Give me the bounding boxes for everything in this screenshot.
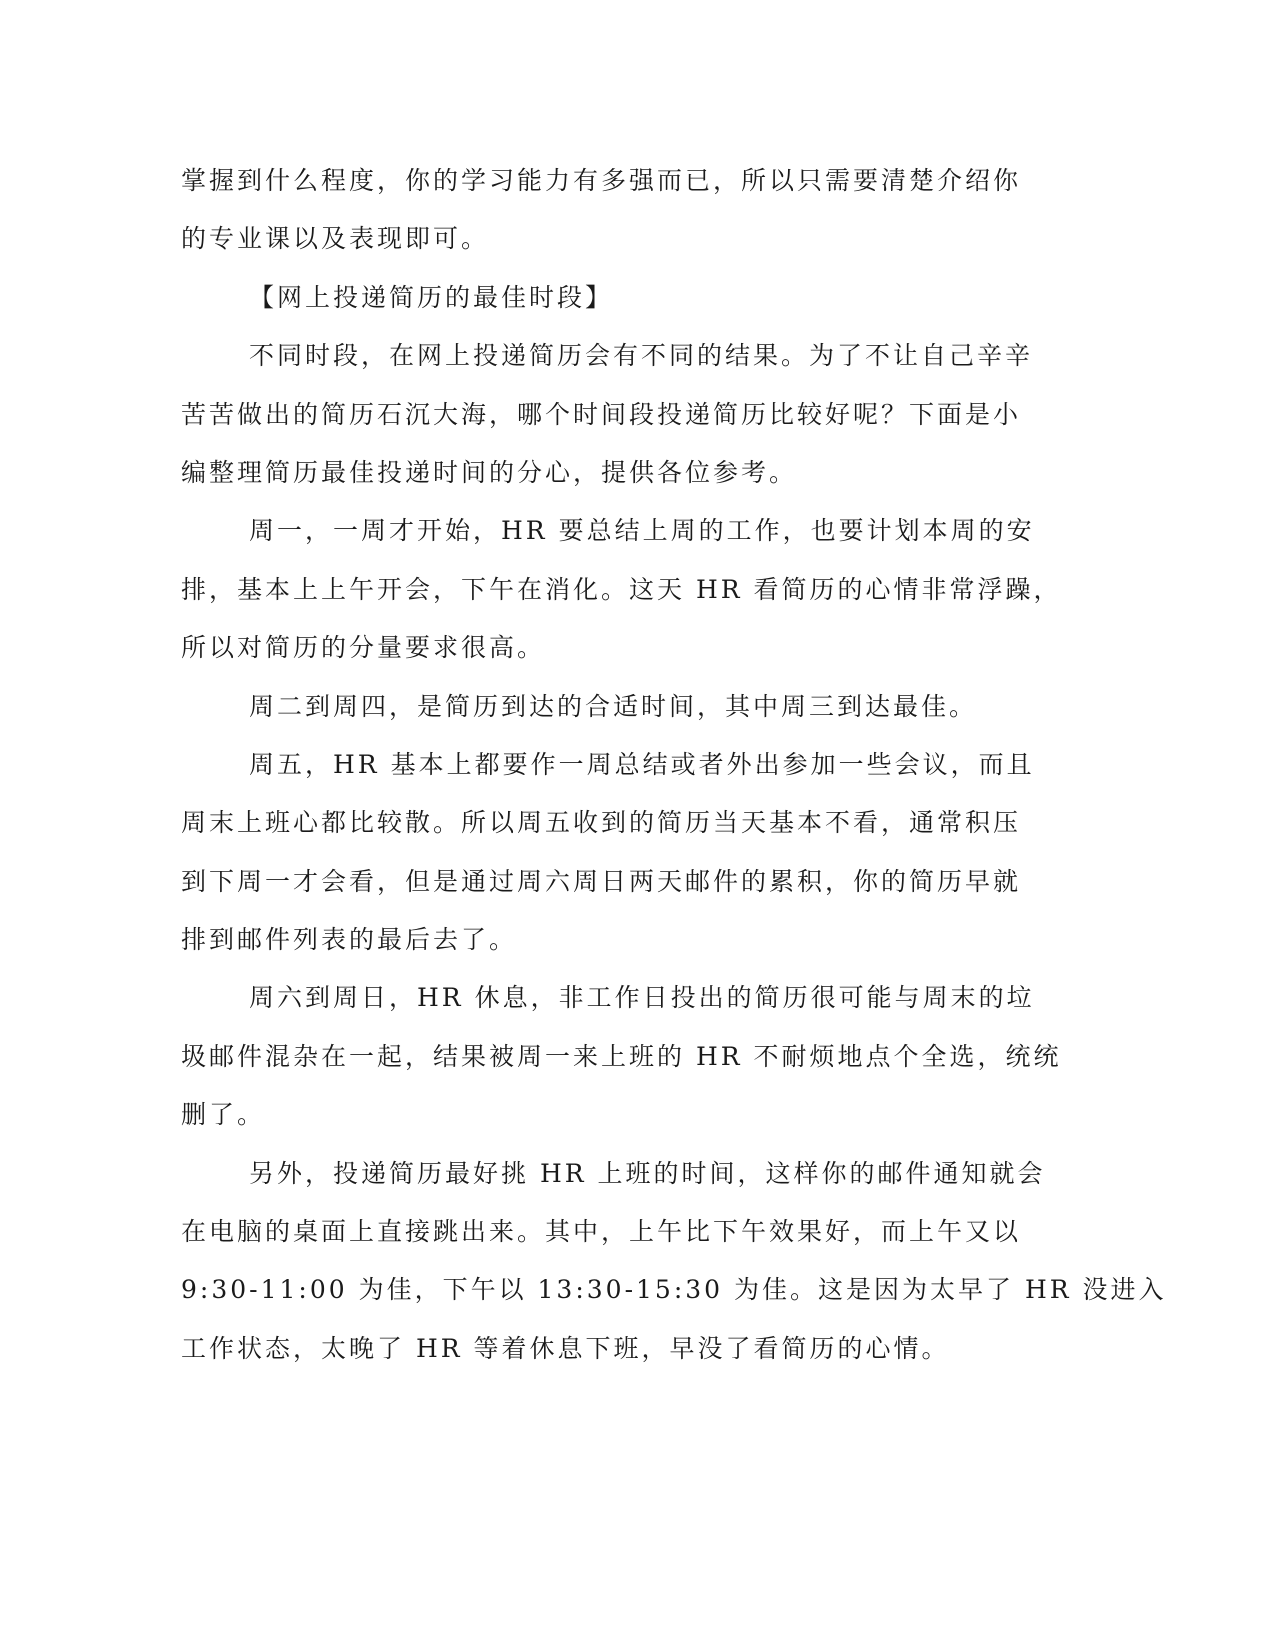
text-line: 周一，一周才开始，HR 要总结上周的工作，也要计划本周的安 <box>249 516 1035 546</box>
text-line: 苦苦做出的简历石沉大海，哪个时间段投递简历比较好呢？下面是小 <box>181 399 1022 429</box>
text-line: 排到邮件列表的最后去了。 <box>181 925 518 955</box>
text-line: 掌握到什么程度，你的学习能力有多强而已，所以只需要清楚介绍你 <box>181 166 1022 195</box>
text-line: 周末上班心都比较散。所以周五收到的简历当天基本不看，通常积压 <box>181 808 1022 838</box>
text-line: 圾邮件混杂在一起，结果被周一来上班的 HR 不耐烦地点个全选，统统 <box>181 1041 1062 1071</box>
text-line: 到下周一才会看，但是通过周六周日两天邮件的累积，你的简历早就 <box>181 866 1022 896</box>
document-body <box>181 152 1167 1378</box>
text-line: 排，基本上上午开会，下午在消化。这天 HR 看简历的心情非常浮躁， <box>181 574 1062 604</box>
text-line: 周六到周日，HR 休息，非工作日投出的简历很可能与周末的垃 <box>249 983 1035 1013</box>
text-line: 工作状态，太晚了 HR 等着休息下班，早没了看简历的心情。 <box>181 1333 950 1363</box>
text-line: 另外，投递简历最好挑 HR 上班的时间，这样你的邮件通知就会 <box>249 1158 1046 1188</box>
text-line: 所以对简历的分量要求很高。 <box>181 633 546 663</box>
text-line: 周二到周四，是简历到达的合适时间，其中周三到达最佳。 <box>249 691 978 721</box>
text-line: 周五，HR 基本上都要作一周总结或者外出参加一些会议，而且 <box>249 749 1035 779</box>
text-line: 编整理简历最佳投递时间的分心，提供各位参考。 <box>181 457 798 487</box>
text-line: 不同时段，在网上投递简历会有不同的结果。为了不让自己辛辛 <box>249 341 1034 371</box>
text-line: 【网上投递简历的最佳时段】 <box>249 282 614 312</box>
text-line: 删了。 <box>181 1100 266 1130</box>
text-line: 9:30-11:00 为佳，下午以 13:30-15:30 为佳。这是因为太早了 HR 没进入 <box>181 1275 1167 1305</box>
text-line: 的专业课以及表现即可。 <box>181 224 490 254</box>
text-line: 在电脑的桌面上直接跳出来。其中，上午比下午效果好，而上午又以 <box>181 1217 1022 1247</box>
